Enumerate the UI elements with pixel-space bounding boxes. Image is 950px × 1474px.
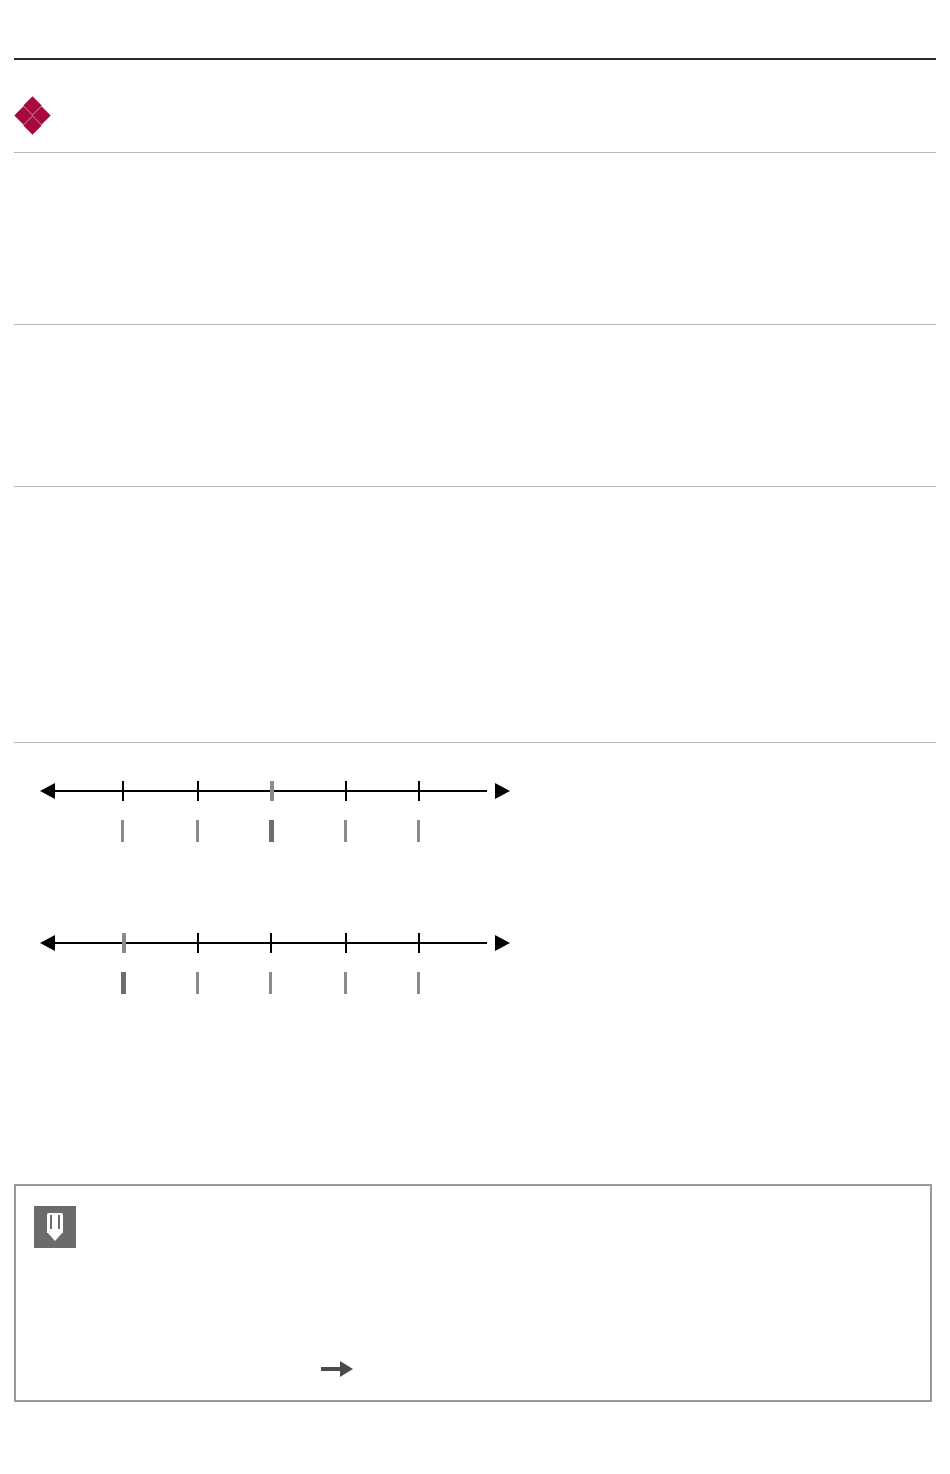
number-line-1 xyxy=(40,770,510,850)
rule-section-2 xyxy=(14,324,936,325)
number-line-tick xyxy=(122,933,126,953)
number-line-tick xyxy=(418,781,420,801)
rule-section-4 xyxy=(14,742,936,743)
arrow-right-icon xyxy=(495,935,510,951)
diamond-bullet-icon xyxy=(16,98,50,132)
number-line-tick xyxy=(270,933,272,953)
number-line-mark xyxy=(417,972,420,994)
number-line-tick xyxy=(197,933,199,953)
number-line-mark xyxy=(417,820,420,842)
number-line-mark xyxy=(196,972,199,994)
number-line-2 xyxy=(40,922,510,1002)
pencil-note-icon xyxy=(34,1206,76,1248)
number-line-tick xyxy=(122,781,124,801)
number-line-tick xyxy=(197,781,199,801)
number-line-tick xyxy=(270,781,274,801)
rule-section-3 xyxy=(14,486,936,487)
number-line-mark xyxy=(269,972,272,994)
number-line-mark xyxy=(121,820,124,842)
number-line-mark xyxy=(121,972,126,994)
number-line-mark xyxy=(269,820,274,842)
number-line-mark xyxy=(344,972,347,994)
arrow-right-icon xyxy=(321,1356,355,1382)
arrow-right-icon xyxy=(495,783,510,799)
section-body-1 xyxy=(16,168,934,318)
number-line-tick xyxy=(345,933,347,953)
bullet-row xyxy=(14,96,936,138)
note-callout-box xyxy=(14,1184,932,1402)
number-line-tick xyxy=(345,781,347,801)
number-line-mark xyxy=(344,820,347,842)
rule-top xyxy=(14,58,936,60)
section-body-3 xyxy=(16,502,934,732)
rule-after-bullet xyxy=(14,152,936,153)
section-body-2 xyxy=(16,340,934,480)
number-line-mark xyxy=(196,820,199,842)
number-line-tick xyxy=(418,933,420,953)
